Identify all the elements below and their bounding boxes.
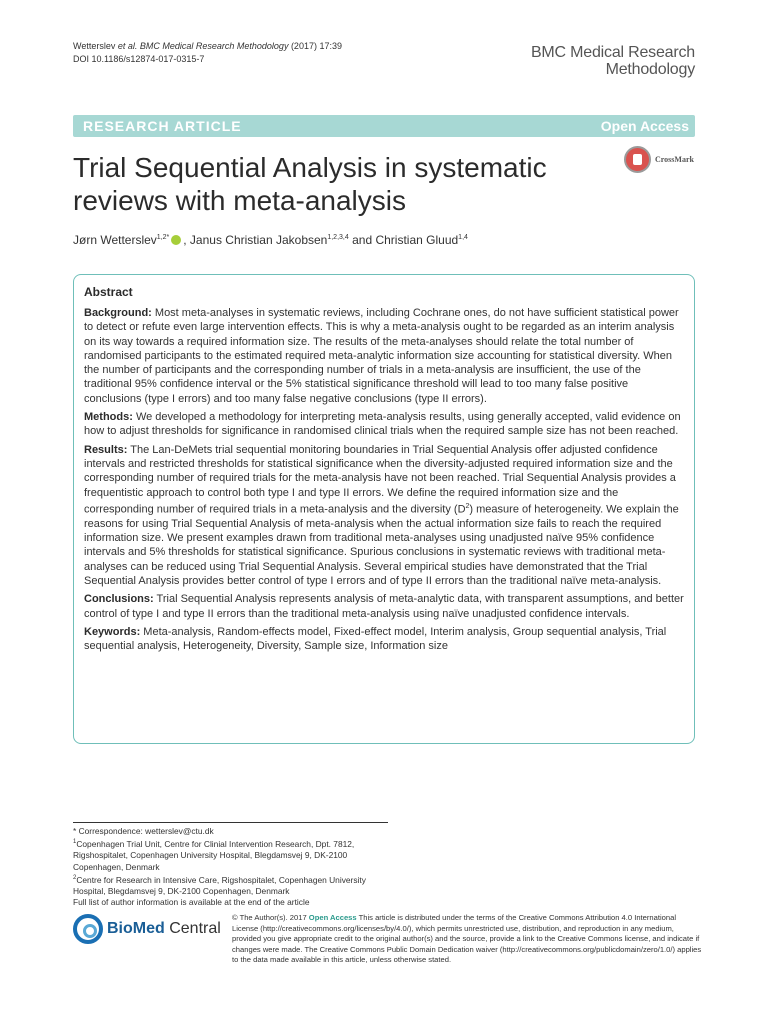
article-type-label: RESEARCH ARTICLE [83,118,242,134]
author-list [73,233,468,247]
correspondence[interactable]: * Correspondence: wetterslev@ctu.dk [73,826,214,836]
license-open-access: Open Access [308,913,357,922]
footnote-divider [73,822,388,823]
author-info-note: Full list of author information is available at the end of the article [73,897,310,908]
citation-header [73,40,342,66]
orcid-icon[interactable] [171,235,181,245]
crossmark-icon [624,146,651,173]
article-title: Trial Sequential Analysis in systematic reviews with meta-analysis [73,152,547,216]
author-1[interactable]: Jørn Wetterslev [73,233,157,247]
citation-journal: et al. BMC Medical Research Methodology [117,41,289,51]
citation-authors: Wetterslev [73,41,118,51]
affiliation-1: $^1$Copenhagen Trial Unit, Centre for Clinial Intervention Research, Dpt. 7812, Rigshospitalet, Copenhagen University Hospital, Blegdamsvej 9, DK-2100 Copenhagen, Denmark [73,839,355,872]
biomed-logo-text: BioMed Central [107,920,221,937]
author-3-affil: 1,4 [458,234,468,241]
doi: DOI 10.1186/s12874-017-0315-7 [73,54,205,64]
conclusions-label: Conclusions: [84,593,154,606]
abstract-box [73,274,695,744]
article-type-banner [73,115,695,137]
methods-label: Methods: [84,411,133,424]
abstract-conclusions: Conclusions: Trial Sequential Analysis represents analysis of meta-analytic data, with transparent assumptions, and better control of type I and type II errors than the traditional meta-analysis using naïve unadjusted confidence intervals. [84,593,684,620]
author-2[interactable]: , Janus Christian Jakobsen [183,233,328,247]
keywords-label: Keywords: [84,625,141,638]
abstract-methods: Methods: We developed a methodology for interpreting meta-analysis results, using generally accepted, valid evidence on how to adjust thresholds for significance in randomised clinical trials when the required sample size has not been reached. [84,411,681,438]
brand-line-1: BMC Medical Research [530,44,695,61]
open-access-label: Open Access [600,118,689,134]
journal-brand [531,44,695,78]
abstract-keywords: Keywords: Meta-analysis, Random-effects model, Fixed-effect model, Interim analysis, Group sequential analysis, Trial sequential analysis, Heterogeneity, Diversity, Sample size, Information size [84,625,667,653]
footnotes [73,822,373,909]
results-label: Results: [84,443,128,456]
citation-year: (2017) 17:39 [288,41,342,51]
abstract-heading: Abstract [84,285,133,299]
biomed-logo-icon [73,914,103,944]
crossmark-label: CrossMark [655,155,694,164]
crossmark-badge[interactable] [624,146,714,176]
abstract-background: Background: Most meta-analyses in systematic reviews, including Cochrane ones, do not have sufficient statistical power to detect or refute even large intervention effects. This is why a meta-analysis ought to be regarded as an interim analysis on its way towards a required information size. The results of the meta-analyses should relate the total number of randomised participants to the estimated required meta-analytic information size accounting for statistical diversity. When the number of participants and the corresponding number of trials in a meta-analysis are insufficient, the use of the traditional 95% confidence interval or the 5% statistical significance threshold will lead to too many false positive conclusions (type I errors) and too many false negative conclusions (type II errors). [84,307,679,405]
biomed-central-logo [73,914,223,946]
license-text: © The Author(s). 2017 Open Access This article is distributed under the terms of the Creative Commons Attribution 4.0 International License (http://creativecommons.org/licenses/by/4.0/), which permits unrestricted use, distribution, and reproduction in any medium, provided you give appropriate credit to the original author(s) and the source, provide a link to the Creative Commons license, and indicate if changes were made. The Creative Commons Public Domain Dedication waiver (http://creativecommons.org/publicdomain/zero/1.0/) applies to the data made available in this article, unless otherwise stated. [232,913,702,965]
author-3[interactable]: and Christian Gluud [348,233,459,247]
brand-line-2: Methodology [605,61,695,78]
abstract-results: Results: The Lan-DeMets trial sequential monitoring boundaries in Trial Sequential Analysis offer adjusted confidence intervals and restricted thresholds for statistical significance when the diversity-adjusted required information size and the corresponding number of required trials for the meta-analysis have not been reached. Trial Sequential Analysis provides a frequentistic approach to control both type I and type II errors. We define the required information size and the corresponding number of required trials in a meta-analysis and the diversity $(D^2)$ measure of heterogeneity. We explain the reasons for using Trial Sequential Analysis of meta-analysis when the actual information size fails to reach the required information size. We present examples drawn from traditional meta-analyses using unadjusted naïve 95% confidence intervals and 5% thresholds for statistical significance. Spurious conclusions in systematic reviews with traditional meta-analyses can be reduced using Trial Sequential Analysis. Several empirical studies have demonstrated that the Trial Sequential Analysis provides better control of type I errors and of type II errors than the traditional naïve meta-analysis. [84,443,679,587]
author-1-affil: 1,2* [156,234,170,241]
affiliation-2: $^2$Centre for Research in Intensive Care, Rigshospitalet, Copenhagen University Hospital, Blegdamsvej 9, DK-2100 Copenhagen, Denmark [73,874,366,897]
author-2-affil: 1,2,3,4 [327,234,349,241]
background-label: Background: [84,307,152,319]
